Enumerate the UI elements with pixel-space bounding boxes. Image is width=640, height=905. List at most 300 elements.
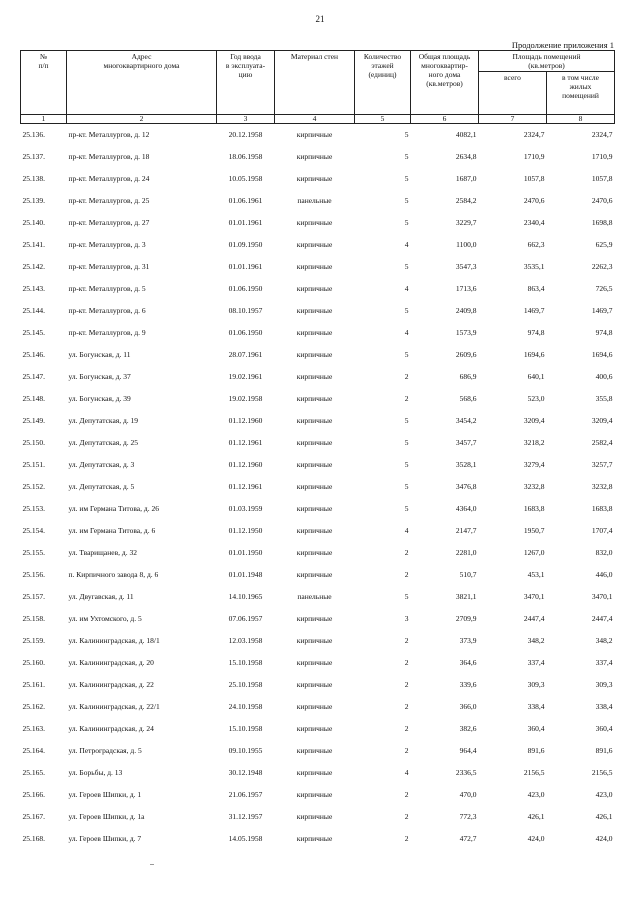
- floors-cell: 5: [404, 460, 409, 469]
- address-cell: ул. им Германа Титова, д. 6: [68, 526, 156, 535]
- row-number-cell: 25.151.: [22, 460, 45, 469]
- premises-area-cell: 3232,8: [523, 482, 545, 491]
- table-row: [21, 498, 615, 520]
- wall-material-cell: кирпичные: [296, 834, 333, 843]
- living-area-cell: 2156,5: [591, 768, 613, 777]
- table-row: [21, 828, 615, 850]
- year-commissioned-cell: 21.06.1957: [228, 790, 263, 799]
- table-row: [21, 564, 615, 586]
- total-area-cell: 3454,2: [455, 416, 477, 425]
- year-commissioned-cell: 01.06.1961: [228, 196, 263, 205]
- address-cell: пр-кт. Металлургов, д. 5: [68, 284, 146, 293]
- row-number-cell: 25.139.: [22, 196, 45, 205]
- row-number-cell: 25.161.: [22, 680, 45, 689]
- wall-material-cell: кирпичные: [296, 152, 333, 161]
- floors-cell: 2: [404, 834, 409, 843]
- wall-material-cell: кирпичные: [296, 658, 333, 667]
- row-number-cell: 25.168.: [22, 834, 45, 843]
- wall-material-cell: кирпичные: [296, 394, 333, 403]
- premises-area-cell: 2340,4: [523, 218, 545, 227]
- year-commissioned-cell: 01.01.1948: [228, 570, 263, 579]
- address-cell: ул. Богунская, д. 37: [68, 372, 131, 381]
- floors-cell: 5: [404, 416, 409, 425]
- row-number-cell: 25.150.: [22, 438, 45, 447]
- table-row: [21, 454, 615, 476]
- premises-area-cell: 338,4: [527, 702, 545, 711]
- year-commissioned-cell: 12.03.1958: [228, 636, 263, 645]
- premises-area-cell: 453,1: [527, 570, 545, 579]
- wall-material-cell: кирпичные: [296, 460, 333, 469]
- row-number-cell: 25.145.: [22, 328, 45, 337]
- premises-area-cell: 3470,1: [523, 592, 545, 601]
- living-area-cell: 1694,6: [591, 350, 613, 359]
- floors-cell: 2: [404, 746, 409, 755]
- total-area-cell: 568,6: [459, 394, 477, 403]
- address-cell: ул. Тварищанев, д. 32: [68, 548, 137, 557]
- wall-material-cell: кирпичные: [296, 328, 333, 337]
- total-area-cell: 2336,5: [455, 768, 477, 777]
- living-area-cell: 3209,4: [591, 416, 613, 425]
- wall-material-cell: кирпичные: [296, 636, 333, 645]
- column-number: 8: [547, 115, 615, 124]
- page-number: 21: [315, 14, 325, 24]
- year-commissioned-cell: 01.01.1961: [228, 218, 263, 227]
- total-area-cell: 364,6: [459, 658, 477, 667]
- floors-cell: 2: [404, 636, 409, 645]
- address-cell: ул. Героев Шипки, д. 7: [68, 834, 142, 843]
- wall-material-cell: кирпичные: [296, 372, 333, 381]
- row-number-cell: 25.146.: [22, 350, 45, 359]
- header-premises-living: в том числе жилых помещений: [547, 72, 615, 115]
- living-area-cell: 1698,8: [591, 218, 613, 227]
- wall-material-cell: кирпичные: [296, 812, 333, 821]
- column-number: 7: [479, 115, 547, 124]
- table-row: [21, 674, 615, 696]
- wall-material-cell: кирпичные: [296, 746, 333, 755]
- premises-area-cell: 337,4: [527, 658, 545, 667]
- address-cell: ул. Богунская, д. 11: [68, 350, 131, 359]
- total-area-cell: 1687,0: [455, 174, 477, 183]
- floors-cell: 2: [404, 724, 409, 733]
- address-cell: ул. Депутатская, д. 25: [68, 438, 139, 447]
- address-cell: пр-кт. Металлургов, д. 27: [68, 218, 150, 227]
- premises-area-cell: 2324,7: [523, 130, 545, 139]
- table-row: [21, 696, 615, 718]
- living-area-cell: 400,6: [595, 372, 613, 381]
- floors-cell: 2: [404, 548, 409, 557]
- address-cell: пр-кт. Металлургов, д. 9: [68, 328, 146, 337]
- year-commissioned-cell: 01.12.1950: [228, 526, 263, 535]
- premises-area-cell: 3535,1: [523, 262, 545, 271]
- address-cell: пр-кт. Металлургов, д. 12: [68, 130, 150, 139]
- wall-material-cell: кирпичные: [296, 306, 333, 315]
- table-row: [21, 322, 615, 344]
- table-row: [21, 344, 615, 366]
- living-area-cell: 726,5: [595, 284, 613, 293]
- wall-material-cell: панельные: [297, 196, 332, 205]
- table-row: [21, 608, 615, 630]
- floors-cell: 4: [404, 328, 409, 337]
- living-area-cell: 891,6: [595, 746, 613, 755]
- year-commissioned-cell: 30.12.1948: [228, 768, 263, 777]
- living-area-cell: 2470,6: [591, 196, 613, 205]
- premises-area-cell: 1469,7: [523, 306, 545, 315]
- floors-cell: 4: [404, 768, 409, 777]
- total-area-cell: 366,0: [459, 702, 477, 711]
- row-number-cell: 25.143.: [22, 284, 45, 293]
- year-commissioned-cell: 01.12.1961: [228, 482, 263, 491]
- address-cell: ул. Калининградская, д. 24: [68, 724, 154, 733]
- row-number-cell: 25.166.: [22, 790, 45, 799]
- table-row: [21, 300, 615, 322]
- total-area-cell: 339,6: [459, 680, 477, 689]
- address-cell: ул. Калининградская, д. 18/1: [68, 636, 160, 645]
- living-area-cell: 1710,9: [591, 152, 613, 161]
- year-commissioned-cell: 01.06.1950: [228, 284, 263, 293]
- total-area-cell: 3476,8: [455, 482, 477, 491]
- wall-material-cell: кирпичные: [296, 130, 333, 139]
- wall-material-cell: кирпичные: [296, 790, 333, 799]
- total-area-cell: 686,9: [459, 372, 477, 381]
- row-number-cell: 25.142.: [22, 262, 45, 271]
- living-area-cell: 423,0: [595, 790, 613, 799]
- living-area-cell: 1469,7: [591, 306, 613, 315]
- total-area-cell: 382,6: [459, 724, 477, 733]
- continuation-note: Продолжение приложения 1: [511, 40, 614, 50]
- wall-material-cell: кирпичные: [296, 240, 333, 249]
- floors-cell: 2: [404, 570, 409, 579]
- year-commissioned-cell: 19.02.1961: [228, 372, 263, 381]
- floors-cell: 5: [404, 218, 409, 227]
- floors-cell: 2: [404, 372, 409, 381]
- address-cell: ул. Калининградская, д. 20: [68, 658, 154, 667]
- total-area-cell: 2634,8: [455, 152, 477, 161]
- table-row: [21, 652, 615, 674]
- address-cell: ул. Калининградская, д. 22/1: [68, 702, 160, 711]
- living-area-cell: 1057,8: [591, 174, 613, 183]
- living-area-cell: 625,9: [595, 240, 613, 249]
- year-commissioned-cell: 01.12.1960: [228, 416, 263, 425]
- living-area-cell: 355,8: [595, 394, 613, 403]
- living-area-cell: 338,4: [595, 702, 613, 711]
- column-number: 6: [411, 115, 479, 124]
- wall-material-cell: кирпичные: [296, 548, 333, 557]
- living-area-cell: 348,2: [595, 636, 613, 645]
- header-total-area: Общая площадь многоквартир- ного дома (кв.метров): [411, 51, 479, 115]
- living-area-cell: 1707,4: [591, 526, 613, 535]
- floors-cell: 5: [404, 262, 409, 271]
- table-row: [21, 146, 615, 168]
- premises-area-cell: 863,4: [527, 284, 545, 293]
- premises-area-cell: 640,1: [527, 372, 545, 381]
- row-number-cell: 25.149.: [22, 416, 45, 425]
- table-row: [21, 278, 615, 300]
- year-commissioned-cell: 25.10.1958: [228, 680, 263, 689]
- column-number-row: [21, 115, 615, 124]
- floors-cell: 5: [404, 592, 409, 601]
- table-row: [21, 586, 615, 608]
- address-cell: ул. Депутатская, д. 5: [68, 482, 135, 491]
- scan-mark: [150, 864, 154, 865]
- total-area-cell: 472,7: [459, 834, 477, 843]
- year-commissioned-cell: 09.10.1955: [228, 746, 263, 755]
- row-number-cell: 25.165.: [22, 768, 45, 777]
- premises-area-cell: 309,3: [527, 680, 545, 689]
- address-cell: пр-кт. Металлургов, д. 18: [68, 152, 150, 161]
- living-area-cell: 446,0: [595, 570, 613, 579]
- wall-material-cell: кирпичные: [296, 482, 333, 491]
- row-number-cell: 25.162.: [22, 702, 45, 711]
- living-area-cell: 3232,8: [591, 482, 613, 491]
- total-area-cell: 2281,0: [455, 548, 477, 557]
- column-number: 5: [355, 115, 411, 124]
- wall-material-cell: кирпичные: [296, 570, 333, 579]
- wall-material-cell: кирпичные: [296, 526, 333, 535]
- header-premises-all: всего: [479, 72, 547, 115]
- premises-area-cell: 3279,4: [523, 460, 545, 469]
- address-cell: ул. Депутатская, д. 19: [68, 416, 139, 425]
- row-number-cell: 25.136.: [22, 130, 45, 139]
- living-area-cell: 309,3: [595, 680, 613, 689]
- column-number: 1: [21, 115, 67, 124]
- floors-cell: 4: [404, 526, 409, 535]
- address-cell: ул. Калининградская, д. 22: [68, 680, 154, 689]
- address-cell: пр-кт. Металлургов, д. 25: [68, 196, 150, 205]
- wall-material-cell: кирпичные: [296, 724, 333, 733]
- address-cell: пр-кт. Металлургов, д. 3: [68, 240, 146, 249]
- address-cell: пр-кт. Металлургов, д. 6: [68, 306, 146, 315]
- year-commissioned-cell: 01.01.1950: [228, 548, 263, 557]
- year-commissioned-cell: 01.09.1950: [228, 240, 263, 249]
- living-area-cell: 832,0: [595, 548, 613, 557]
- total-area-cell: 4082,1: [455, 130, 477, 139]
- living-area-cell: 1683,8: [591, 504, 613, 513]
- housing-register-table: [20, 50, 615, 850]
- address-cell: ул. Петроградская, д. 5: [68, 746, 142, 755]
- year-commissioned-cell: 08.10.1957: [228, 306, 263, 315]
- living-area-cell: 2324,7: [591, 130, 613, 139]
- wall-material-cell: кирпичные: [296, 504, 333, 513]
- header-address: Адрес многоквартирного дома: [67, 51, 217, 115]
- year-commissioned-cell: 14.05.1958: [228, 834, 263, 843]
- address-cell: ул. Депутатская, д. 3: [68, 460, 135, 469]
- living-area-cell: 974,8: [595, 328, 613, 337]
- total-area-cell: 3547,3: [455, 262, 477, 271]
- year-commissioned-cell: 15.10.1958: [228, 658, 263, 667]
- row-number-cell: 25.154.: [22, 526, 45, 535]
- year-commissioned-cell: 28.07.1961: [228, 350, 263, 359]
- wall-material-cell: кирпичные: [296, 680, 333, 689]
- premises-area-cell: 1710,9: [523, 152, 545, 161]
- header-year: Год ввода в эксплуата- цию: [217, 51, 275, 115]
- premises-area-cell: 2470,6: [523, 196, 545, 205]
- total-area-cell: 470,0: [459, 790, 477, 799]
- floors-cell: 4: [404, 240, 409, 249]
- table-row: [21, 234, 615, 256]
- wall-material-cell: кирпичные: [296, 614, 333, 623]
- year-commissioned-cell: 01.01.1961: [228, 262, 263, 271]
- address-cell: ул. им Ухтомского, д. 5: [68, 614, 142, 623]
- floors-cell: 2: [404, 394, 409, 403]
- year-commissioned-cell: 01.03.1959: [228, 504, 263, 513]
- row-number-cell: 25.163.: [22, 724, 45, 733]
- wall-material-cell: кирпичные: [296, 702, 333, 711]
- total-area-cell: 510,7: [459, 570, 477, 579]
- premises-area-cell: 523,0: [527, 394, 545, 403]
- wall-material-cell: кирпичные: [296, 350, 333, 359]
- floors-cell: 2: [404, 702, 409, 711]
- living-area-cell: 424,0: [595, 834, 613, 843]
- column-number: 3: [217, 115, 275, 124]
- header-premises-area: Площадь помещений (кв.метров): [479, 51, 615, 72]
- floors-cell: 2: [404, 680, 409, 689]
- address-cell: ул. Борьбы, д. 13: [68, 768, 123, 777]
- year-commissioned-cell: 07.06.1957: [228, 614, 263, 623]
- premises-area-cell: 1950,7: [523, 526, 545, 535]
- row-number-cell: 25.160.: [22, 658, 45, 667]
- wall-material-cell: кирпичные: [296, 174, 333, 183]
- row-number-cell: 25.155.: [22, 548, 45, 557]
- wall-material-cell: кирпичные: [296, 768, 333, 777]
- table-row: [21, 256, 615, 278]
- table-row: [21, 388, 615, 410]
- wall-material-cell: панельные: [297, 592, 332, 601]
- table-row: [21, 366, 615, 388]
- header-no: № п/п: [21, 51, 67, 115]
- total-area-cell: 3821,1: [455, 592, 477, 601]
- premises-area-cell: 360,4: [527, 724, 545, 733]
- address-cell: ул. Двугавская, д. 11: [68, 592, 134, 601]
- table-row: [21, 190, 615, 212]
- wall-material-cell: кирпичные: [296, 218, 333, 227]
- floors-cell: 5: [404, 152, 409, 161]
- premises-area-cell: 3218,2: [523, 438, 545, 447]
- address-cell: п. Кирпичного завода 8, д. 6: [68, 570, 159, 579]
- wall-material-cell: кирпичные: [296, 416, 333, 425]
- address-cell: пр-кт. Металлургов, д. 31: [68, 262, 150, 271]
- year-commissioned-cell: 01.06.1950: [228, 328, 263, 337]
- row-number-cell: 25.147.: [22, 372, 45, 381]
- floors-cell: 5: [404, 350, 409, 359]
- premises-area-cell: 426,1: [527, 812, 545, 821]
- floors-cell: 3: [404, 614, 409, 623]
- living-area-cell: 426,1: [595, 812, 613, 821]
- row-number-cell: 25.158.: [22, 614, 45, 623]
- table-row: [21, 784, 615, 806]
- row-number-cell: 25.167.: [22, 812, 45, 821]
- column-number: 4: [275, 115, 355, 124]
- premises-area-cell: 1057,8: [523, 174, 545, 183]
- row-number-cell: 25.144.: [22, 306, 45, 315]
- address-cell: ул. им Германа Титова, д. 26: [68, 504, 159, 513]
- year-commissioned-cell: 15.10.1958: [228, 724, 263, 733]
- table-row: [21, 740, 615, 762]
- row-number-cell: 25.141.: [22, 240, 45, 249]
- floors-cell: 5: [404, 174, 409, 183]
- floors-cell: 2: [404, 812, 409, 821]
- floors-cell: 5: [404, 306, 409, 315]
- table-row: [21, 212, 615, 234]
- living-area-cell: 360,4: [595, 724, 613, 733]
- table-row: [21, 476, 615, 498]
- column-number: 2: [67, 115, 217, 124]
- total-area-cell: 1573,9: [455, 328, 477, 337]
- row-number-cell: 25.137.: [22, 152, 45, 161]
- premises-area-cell: 891,6: [527, 746, 545, 755]
- total-area-cell: 2609,6: [455, 350, 477, 359]
- total-area-cell: 373,9: [459, 636, 477, 645]
- premises-area-cell: 1683,8: [523, 504, 545, 513]
- year-commissioned-cell: 19.02.1958: [228, 394, 263, 403]
- floors-cell: 5: [404, 504, 409, 513]
- header-material: Материал стен: [275, 51, 355, 115]
- total-area-cell: 2409,8: [455, 306, 477, 315]
- row-number-cell: 25.157.: [22, 592, 45, 601]
- floors-cell: 5: [404, 130, 409, 139]
- total-area-cell: 1100,0: [456, 240, 477, 249]
- row-number-cell: 25.138.: [22, 174, 45, 183]
- total-area-cell: 3457,7: [455, 438, 477, 447]
- floors-cell: 2: [404, 658, 409, 667]
- year-commissioned-cell: 24.10.1958: [228, 702, 263, 711]
- living-area-cell: 3257,7: [591, 460, 613, 469]
- premises-area-cell: 662,3: [527, 240, 545, 249]
- row-number-cell: 25.140.: [22, 218, 45, 227]
- table-row: [21, 432, 615, 454]
- living-area-cell: 2447,4: [591, 614, 613, 623]
- premises-area-cell: 1267,0: [523, 548, 545, 557]
- year-commissioned-cell: 31.12.1957: [228, 812, 263, 821]
- table-row: [21, 630, 615, 652]
- header-floors: Количество этажей (единиц): [355, 51, 411, 115]
- premises-area-cell: 3209,4: [523, 416, 545, 425]
- premises-area-cell: 974,8: [527, 328, 545, 337]
- year-commissioned-cell: 20.12.1958: [228, 130, 263, 139]
- table-row: [21, 124, 615, 147]
- address-cell: ул. Героев Шипки, д. 1а: [68, 812, 145, 821]
- wall-material-cell: кирпичные: [296, 262, 333, 271]
- address-cell: ул. Богунская, д. 39: [68, 394, 131, 403]
- floors-cell: 4: [404, 284, 409, 293]
- total-area-cell: 3528,1: [455, 460, 477, 469]
- year-commissioned-cell: 01.12.1960: [228, 460, 263, 469]
- address-cell: ул. Героев Шипки, д. 1: [68, 790, 142, 799]
- year-commissioned-cell: 01.12.1961: [228, 438, 263, 447]
- living-area-cell: 2582,4: [591, 438, 613, 447]
- premises-area-cell: 2156,5: [523, 768, 545, 777]
- table-row: [21, 762, 615, 784]
- row-number-cell: 25.152.: [22, 482, 45, 491]
- table-row: [21, 806, 615, 828]
- total-area-cell: 2709,9: [455, 614, 477, 623]
- floors-cell: 5: [404, 196, 409, 205]
- total-area-cell: 4364,0: [455, 504, 477, 513]
- row-number-cell: 25.153.: [22, 504, 45, 513]
- total-area-cell: 772,3: [459, 812, 477, 821]
- living-area-cell: 3470,1: [591, 592, 613, 601]
- total-area-cell: 2584,2: [455, 196, 477, 205]
- address-cell: пр-кт. Металлургов, д. 24: [68, 174, 150, 183]
- total-area-cell: 964,4: [459, 746, 477, 755]
- row-number-cell: 25.159.: [22, 636, 45, 645]
- total-area-cell: 2147,7: [455, 526, 477, 535]
- year-commissioned-cell: 18.06.1958: [228, 152, 263, 161]
- premises-area-cell: 2447,4: [523, 614, 545, 623]
- table-body: [21, 124, 615, 851]
- table-row: [21, 168, 615, 190]
- floors-cell: 5: [404, 438, 409, 447]
- table-row: [21, 718, 615, 740]
